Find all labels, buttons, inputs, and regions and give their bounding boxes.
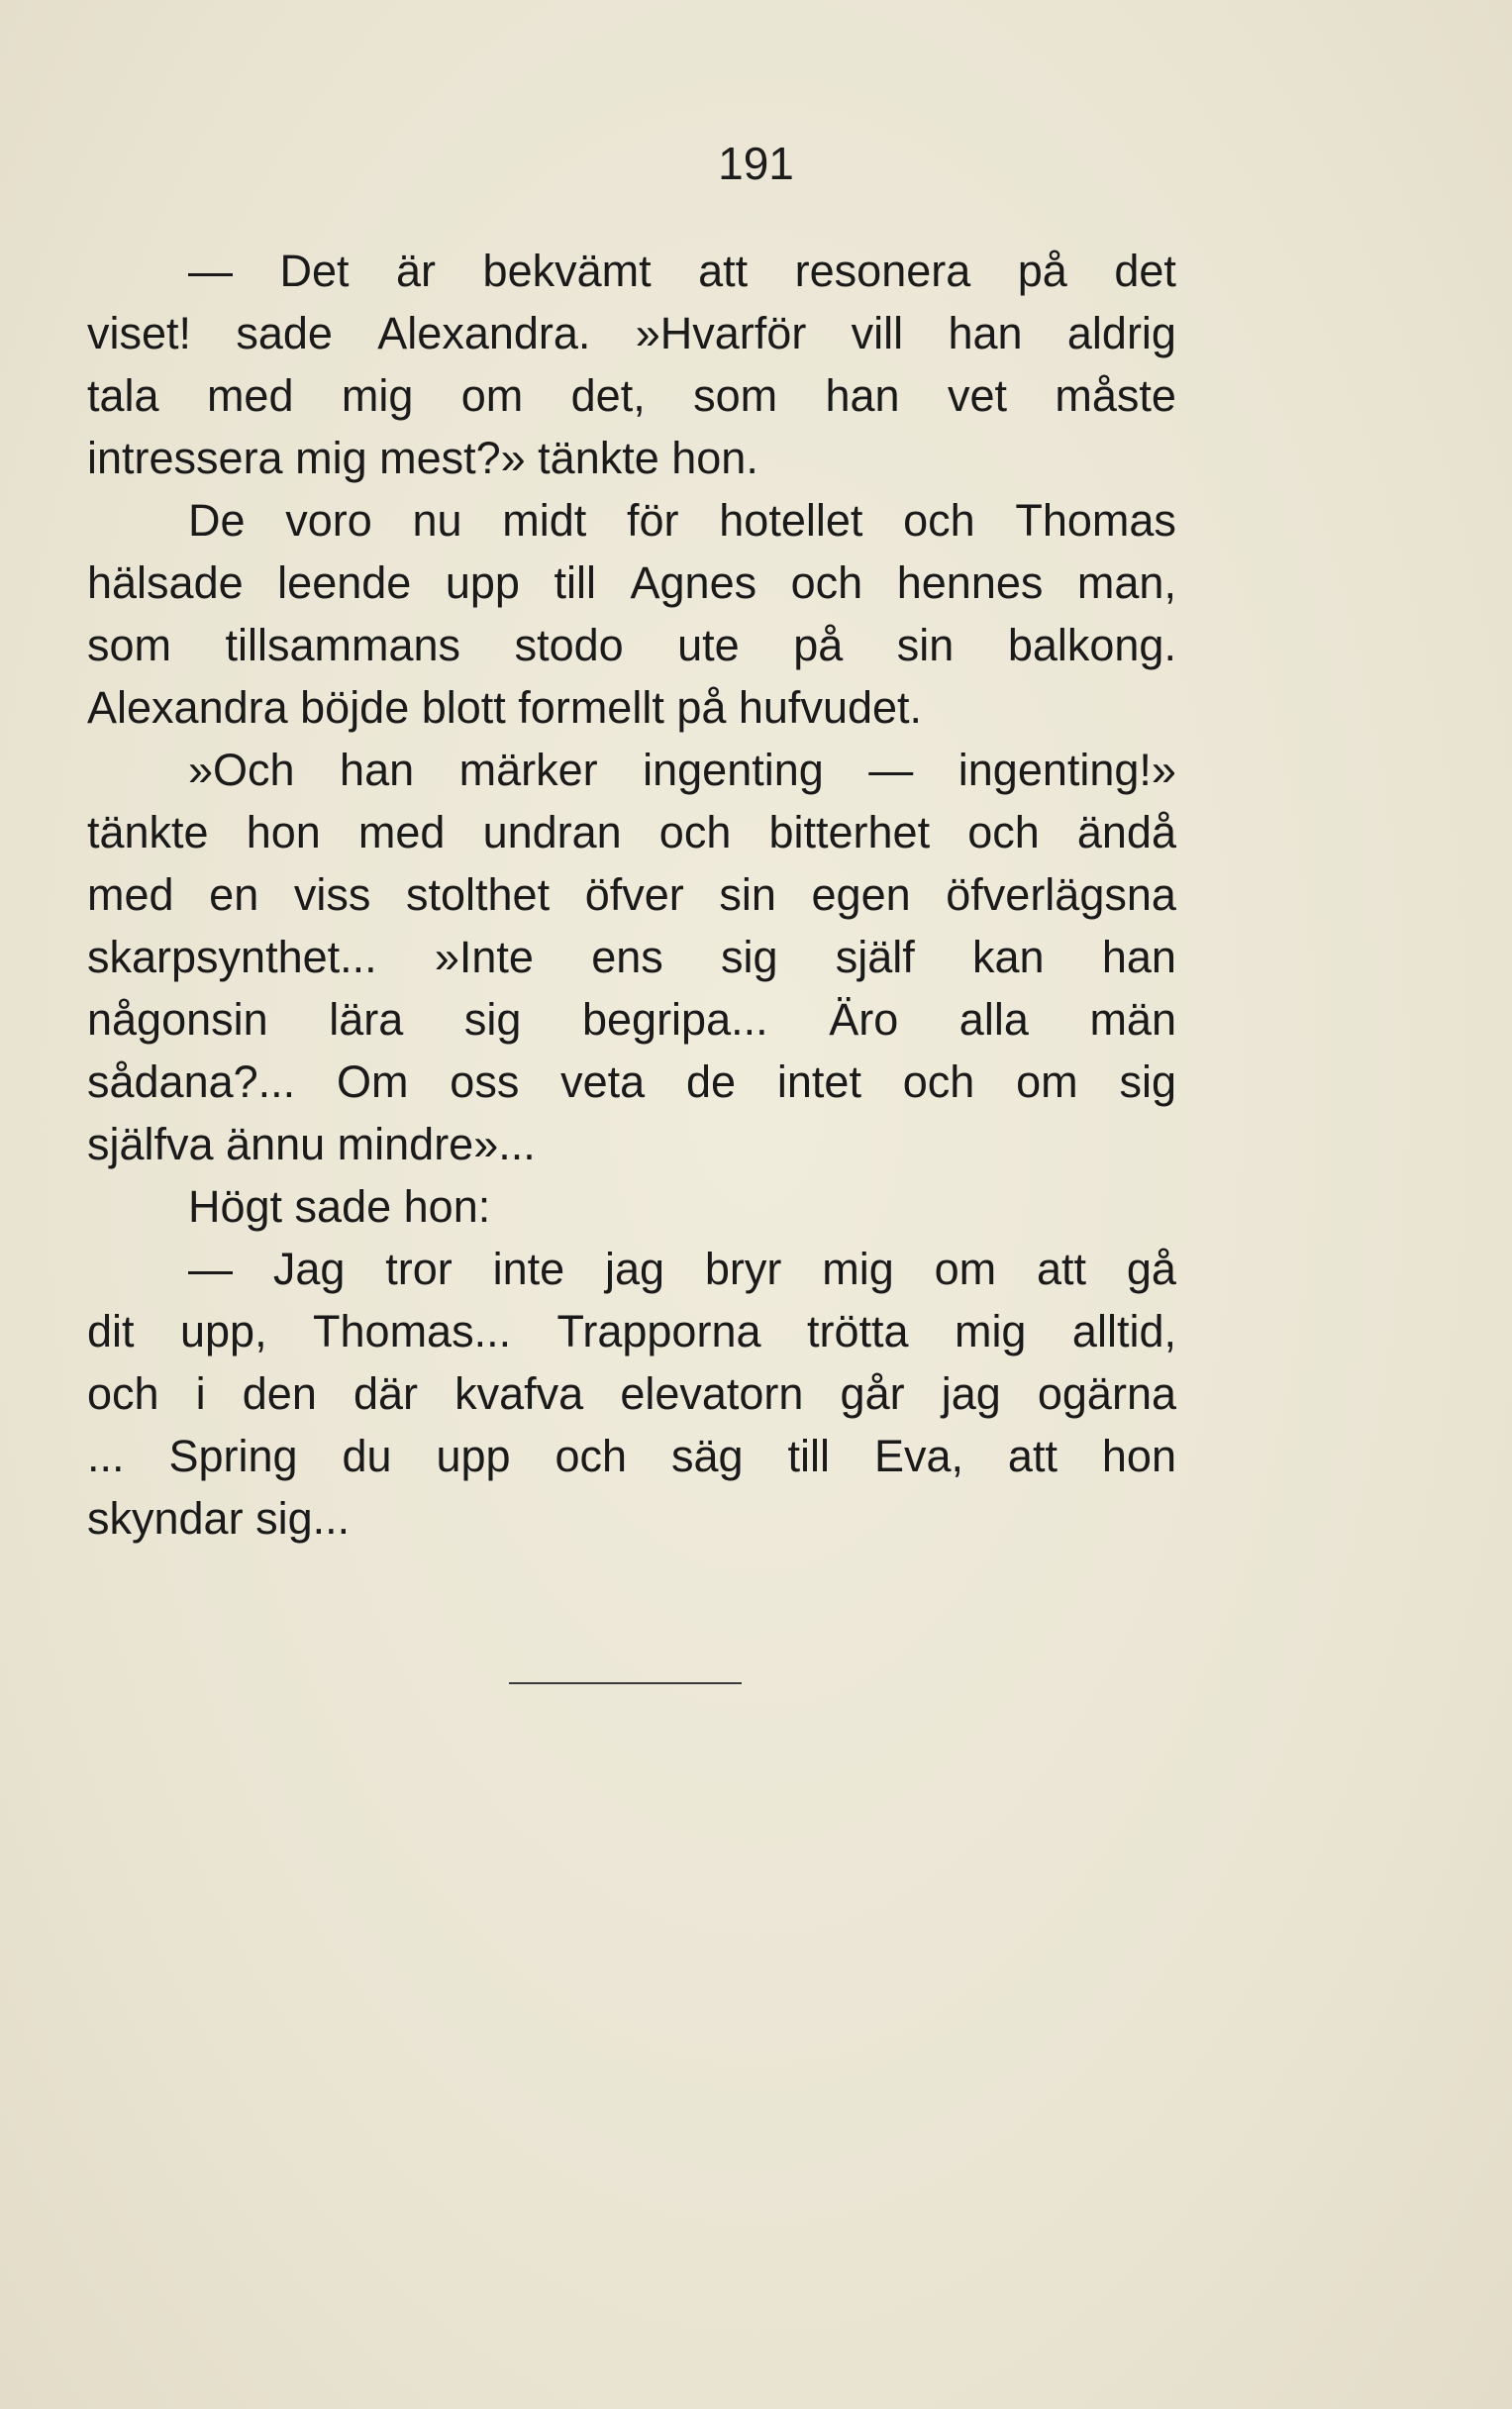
- word: viss: [293, 869, 371, 920]
- word: jag: [605, 1244, 665, 1294]
- text-line: Högt sade hon:: [188, 1181, 491, 1232]
- word: säg: [671, 1431, 744, 1481]
- word: upp: [436, 1431, 511, 1481]
- word: hon: [246, 807, 321, 857]
- word: som: [693, 370, 778, 421]
- text-line: [87, 1425, 1176, 1487]
- word: är: [396, 246, 437, 296]
- word: tala: [87, 370, 159, 421]
- word: ingenting!»: [958, 745, 1176, 795]
- word: Det: [279, 246, 350, 296]
- word: alltid,: [1071, 1306, 1176, 1356]
- word: och: [87, 1368, 159, 1419]
- word: lära: [329, 994, 404, 1045]
- word: hennes: [896, 557, 1044, 608]
- text-line: [87, 364, 1176, 427]
- word: och: [967, 807, 1040, 857]
- word: till: [554, 557, 596, 608]
- section-end-rule: [509, 1682, 742, 1684]
- word: —: [868, 745, 914, 795]
- word: sin: [896, 620, 955, 670]
- word: tänkte: [87, 807, 209, 857]
- word: Om: [336, 1056, 409, 1107]
- word: ...: [87, 1431, 125, 1481]
- word: veta: [560, 1056, 646, 1107]
- word: mig: [954, 1306, 1027, 1356]
- word: han: [340, 745, 415, 795]
- word: Jag: [272, 1244, 346, 1294]
- text-line: [87, 302, 1176, 364]
- word: det,: [570, 370, 646, 421]
- word: som: [87, 620, 172, 670]
- text-line: intressera mig mest?» tänkte hon.: [87, 433, 758, 483]
- word: hälsade: [87, 557, 244, 608]
- word: balkong.: [1007, 620, 1176, 670]
- word: att: [1007, 1431, 1058, 1481]
- word: han: [948, 308, 1023, 358]
- word: sig: [721, 932, 778, 982]
- word: och: [790, 557, 863, 608]
- text-line: Alexandra böjde blott formellt på hufvudet.: [87, 682, 923, 733]
- word: en: [209, 869, 259, 920]
- word: viset!: [87, 308, 192, 358]
- word: Thomas: [1015, 495, 1176, 546]
- word: någonsin: [87, 994, 268, 1045]
- word: att: [698, 246, 749, 296]
- word: tillsammans: [225, 620, 461, 670]
- word: den: [242, 1368, 317, 1419]
- word: de: [686, 1056, 737, 1107]
- word: vill: [851, 308, 904, 358]
- word: bekvämt: [482, 246, 652, 296]
- word: ingenting: [643, 745, 824, 795]
- word: tror: [385, 1244, 453, 1294]
- word: för: [627, 495, 679, 546]
- text-line: [87, 240, 1176, 302]
- word: »Och: [188, 745, 295, 795]
- text-line: [87, 489, 1176, 552]
- word: man,: [1076, 557, 1176, 608]
- text-line: [87, 739, 1176, 801]
- word: nu: [412, 495, 462, 546]
- word: öfver: [584, 869, 684, 920]
- word: Eva,: [873, 1431, 963, 1481]
- word: undran: [482, 807, 622, 857]
- word: och: [902, 1056, 975, 1107]
- text-line: [87, 552, 1176, 614]
- word: i: [195, 1368, 206, 1419]
- word: resonera: [794, 246, 971, 296]
- word: hon: [1101, 1431, 1176, 1481]
- word: jag: [941, 1368, 1001, 1419]
- word: måste: [1055, 370, 1176, 421]
- word: Spring: [168, 1431, 298, 1481]
- word: upp,: [179, 1306, 267, 1356]
- word: alla: [958, 994, 1029, 1045]
- word: män: [1089, 994, 1176, 1045]
- word: sade: [236, 308, 333, 358]
- word: skarpsynthet...: [87, 932, 377, 982]
- word: märker: [458, 745, 598, 795]
- text-line: [87, 1238, 1176, 1300]
- word: och: [658, 807, 732, 857]
- word: hotellet: [719, 495, 863, 546]
- word: Trapporna: [556, 1306, 761, 1356]
- word: Thomas...: [313, 1306, 512, 1356]
- body-text: [87, 240, 1176, 1550]
- page-number: 191: [718, 138, 794, 189]
- word: om: [460, 370, 524, 421]
- word: ogärna: [1037, 1368, 1176, 1419]
- word: han: [1101, 932, 1176, 982]
- word: stolthet: [405, 869, 551, 920]
- text-line: [87, 926, 1176, 988]
- text-line: [87, 801, 1176, 863]
- word: »Hvarför: [635, 308, 807, 358]
- word: sin: [719, 869, 776, 920]
- word: med: [206, 370, 294, 421]
- word: sådana?...: [87, 1056, 296, 1107]
- word: på: [1017, 246, 1067, 296]
- word: stodo: [514, 620, 624, 670]
- word: själf: [835, 932, 915, 982]
- word: Agnes: [630, 557, 757, 608]
- word: voro: [285, 495, 372, 546]
- word: kan: [972, 932, 1045, 982]
- text-line: [87, 863, 1176, 926]
- word: bryr: [704, 1244, 782, 1294]
- word: kvafva: [454, 1368, 584, 1419]
- word: att: [1036, 1244, 1087, 1294]
- word: vet: [947, 370, 1007, 421]
- word: —: [188, 246, 233, 296]
- word: mig: [822, 1244, 894, 1294]
- word: ändå: [1076, 807, 1176, 857]
- text-line: [87, 614, 1176, 676]
- word: begripa...: [581, 994, 768, 1045]
- word: upp: [445, 557, 520, 608]
- word: ute: [677, 620, 740, 670]
- word: leende: [277, 557, 412, 608]
- word: dit: [87, 1306, 135, 1356]
- text-line: skyndar sig...: [87, 1493, 351, 1544]
- word: och: [903, 495, 975, 546]
- word: på: [793, 620, 844, 670]
- word: egen: [811, 869, 911, 920]
- word: midt: [502, 495, 587, 546]
- word: där: [353, 1368, 419, 1419]
- word: och: [554, 1431, 628, 1481]
- text-line: [87, 1051, 1176, 1113]
- text-line: [87, 1300, 1176, 1362]
- word: sig: [1119, 1056, 1176, 1107]
- word: Äro: [829, 994, 899, 1045]
- word: med: [357, 807, 446, 857]
- word: »Inte: [434, 932, 534, 982]
- text-line: [87, 1362, 1176, 1425]
- word: trötta: [806, 1306, 909, 1356]
- word: går: [840, 1368, 905, 1419]
- word: Alexandra.: [377, 308, 591, 358]
- word: De: [188, 495, 246, 546]
- word: elevatorn: [620, 1368, 804, 1419]
- word: mig: [341, 370, 414, 421]
- word: —: [188, 1244, 233, 1294]
- word: aldrig: [1066, 308, 1176, 358]
- word: sig: [463, 994, 522, 1045]
- word: till: [787, 1431, 830, 1481]
- text-line: själfva ännu mindre»...: [87, 1119, 536, 1169]
- word: ens: [591, 932, 663, 982]
- word: det: [1114, 246, 1176, 296]
- word: med: [87, 869, 174, 920]
- word: bitterhet: [768, 807, 931, 857]
- word: om: [934, 1244, 997, 1294]
- text-line: [87, 988, 1176, 1051]
- word: han: [825, 370, 900, 421]
- word: om: [1016, 1056, 1078, 1107]
- word: intet: [776, 1056, 861, 1107]
- word: inte: [492, 1244, 565, 1294]
- word: oss: [450, 1056, 520, 1107]
- word: du: [342, 1431, 392, 1481]
- word: öfverlägsna: [946, 869, 1176, 920]
- word: gå: [1126, 1244, 1176, 1294]
